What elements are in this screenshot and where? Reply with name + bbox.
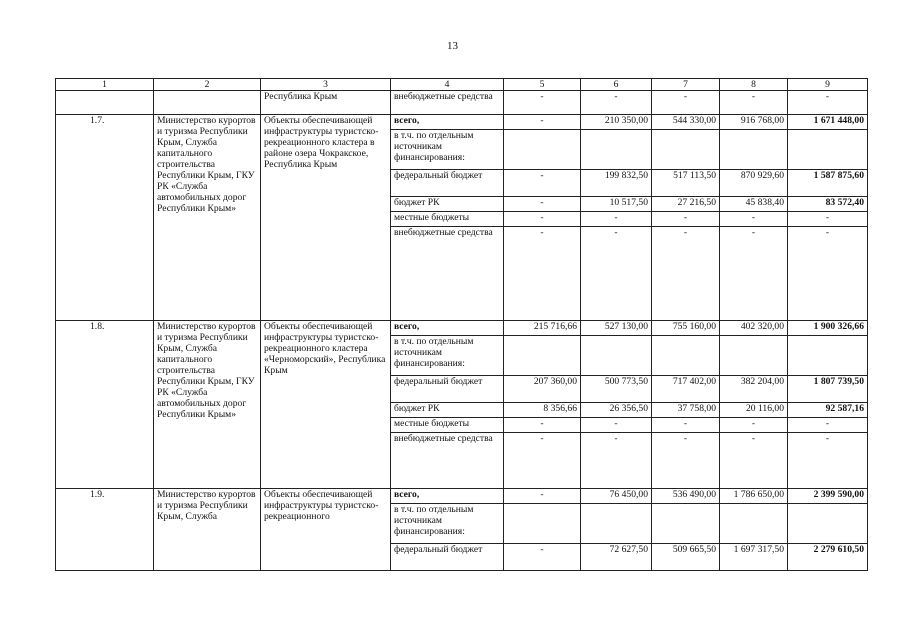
- value-cell: -: [504, 418, 581, 433]
- table-row: [56, 321, 868, 336]
- value-cell: [652, 130, 720, 170]
- value-cell: [720, 130, 788, 170]
- executor-cell: [154, 91, 261, 115]
- value-cell: 199 832,50: [581, 170, 652, 197]
- value-cell: 207 360,00: [504, 376, 581, 403]
- source-label: бюджет РК: [391, 197, 504, 212]
- executor-cell: Министерство курортов и туризма Республики Крым, Служба капитального строительства Республики Крым, ГКУ РК «Служба автомобильных дорог Республики Крым»: [154, 321, 261, 489]
- section-index: 1.8.: [56, 321, 154, 489]
- source-label: внебюджетные средства: [391, 227, 504, 321]
- value-cell: [652, 504, 720, 544]
- value-cell: -: [504, 227, 581, 321]
- value-cell: 26 356,50: [581, 403, 652, 418]
- source-label: федеральный бюджет: [391, 376, 504, 403]
- value-cell: -: [788, 91, 868, 115]
- value-cell: 2 399 590,00: [788, 489, 868, 504]
- page-number: 13: [447, 40, 458, 52]
- header-cell: 4: [391, 79, 504, 91]
- value-cell: -: [504, 544, 581, 571]
- source-label: всего,: [391, 321, 504, 336]
- value-cell: 1 900 326,66: [788, 321, 868, 336]
- value-cell: 72 627,50: [581, 544, 652, 571]
- value-cell: -: [652, 91, 720, 115]
- value-cell: -: [652, 227, 720, 321]
- source-label: всего,: [391, 115, 504, 130]
- source-label: всего,: [391, 489, 504, 504]
- header-cell: 2: [154, 79, 261, 91]
- source-label: в т.ч. по отдельным источникам финансирования:: [391, 130, 504, 170]
- table-row: [56, 489, 868, 504]
- table-row: [56, 115, 868, 130]
- value-cell: [788, 336, 868, 376]
- value-cell: -: [720, 433, 788, 489]
- source-label: в т.ч. по отдельным источникам финансирования:: [391, 336, 504, 376]
- value-cell: 544 330,00: [652, 115, 720, 130]
- value-cell: 215 716,66: [504, 321, 581, 336]
- value-cell: -: [581, 433, 652, 489]
- value-cell: -: [720, 212, 788, 227]
- value-cell: -: [581, 212, 652, 227]
- value-cell: 870 929,60: [720, 170, 788, 197]
- value-cell: 45 838,40: [720, 197, 788, 212]
- value-cell: [581, 336, 652, 376]
- continuation-row: [56, 91, 868, 115]
- value-cell: -: [788, 433, 868, 489]
- source-label: внебюджетные средства: [391, 91, 504, 115]
- value-cell: -: [788, 227, 868, 321]
- header-cell: 3: [261, 79, 391, 91]
- value-cell: -: [504, 115, 581, 130]
- value-cell: 402 320,00: [720, 321, 788, 336]
- value-cell: 2 279 610,50: [788, 544, 868, 571]
- value-cell: [788, 504, 868, 544]
- object-cell: Республика Крым: [261, 91, 391, 115]
- value-cell: 1 587 875,60: [788, 170, 868, 197]
- source-label: федеральный бюджет: [391, 170, 504, 197]
- object-cell: Объекты обеспечивающей инфраструктуры туристско-рекреационного: [261, 489, 391, 571]
- value-cell: -: [788, 418, 868, 433]
- header-row: [56, 79, 868, 91]
- section-index: 1.7.: [56, 115, 154, 321]
- source-label: в т.ч. по отдельным источникам финансирования:: [391, 504, 504, 544]
- value-cell: 517 113,50: [652, 170, 720, 197]
- value-cell: [581, 504, 652, 544]
- value-cell: -: [504, 91, 581, 115]
- value-cell: -: [720, 418, 788, 433]
- value-cell: 76 450,00: [581, 489, 652, 504]
- value-cell: -: [720, 91, 788, 115]
- source-label: внебюджетные средства: [391, 433, 504, 489]
- value-cell: [720, 504, 788, 544]
- header-cell: 1: [56, 79, 154, 91]
- section-index: 1.9.: [56, 489, 154, 571]
- value-cell: 1 807 739,50: [788, 376, 868, 403]
- value-cell: 37 758,00: [652, 403, 720, 418]
- source-label: федеральный бюджет: [391, 544, 504, 571]
- value-cell: -: [504, 212, 581, 227]
- value-cell: -: [652, 433, 720, 489]
- value-cell: 8 356,66: [504, 403, 581, 418]
- value-cell: -: [581, 418, 652, 433]
- value-cell: -: [581, 227, 652, 321]
- value-cell: 1 697 317,50: [720, 544, 788, 571]
- value-cell: 210 350,00: [581, 115, 652, 130]
- value-cell: [504, 130, 581, 170]
- source-label: местные бюджеты: [391, 212, 504, 227]
- value-cell: 527 130,00: [581, 321, 652, 336]
- value-cell: -: [581, 91, 652, 115]
- value-cell: 83 572,40: [788, 197, 868, 212]
- value-cell: [652, 336, 720, 376]
- value-cell: 27 216,50: [652, 197, 720, 212]
- source-label: местные бюджеты: [391, 418, 504, 433]
- index-cell: [56, 91, 154, 115]
- value-cell: -: [504, 197, 581, 212]
- value-cell: -: [504, 433, 581, 489]
- header-cell: 8: [720, 79, 788, 91]
- value-cell: [504, 336, 581, 376]
- value-cell: 20 116,00: [720, 403, 788, 418]
- header-cell: 5: [504, 79, 581, 91]
- value-cell: 755 160,00: [652, 321, 720, 336]
- value-cell: 1 671 448,00: [788, 115, 868, 130]
- budget-table: [55, 78, 868, 571]
- value-cell: [720, 336, 788, 376]
- value-cell: -: [720, 227, 788, 321]
- value-cell: 10 517,50: [581, 197, 652, 212]
- value-cell: 536 490,00: [652, 489, 720, 504]
- value-cell: -: [652, 212, 720, 227]
- value-cell: -: [788, 212, 868, 227]
- header-cell: 9: [788, 79, 868, 91]
- value-cell: 1 786 650,00: [720, 489, 788, 504]
- value-cell: 92 587,16: [788, 403, 868, 418]
- value-cell: 717 402,00: [652, 376, 720, 403]
- object-cell: Объекты обеспечивающей инфраструктуры туристско-рекреационного кластера «Черноморский», Республика Крым: [261, 321, 391, 489]
- value-cell: [788, 130, 868, 170]
- executor-cell: Министерство курортов и туризма Республики Крым, Служба: [154, 489, 261, 571]
- executor-cell: Министерство курортов и туризма Республики Крым, Служба капитального строительства Республики Крым, ГКУ РК «Служба автомобильных дорог Республики Крым»: [154, 115, 261, 321]
- value-cell: -: [504, 489, 581, 504]
- value-cell: 500 773,50: [581, 376, 652, 403]
- value-cell: 382 204,00: [720, 376, 788, 403]
- value-cell: [504, 504, 581, 544]
- value-cell: 916 768,00: [720, 115, 788, 130]
- header-cell: 6: [581, 79, 652, 91]
- header-cell: 7: [652, 79, 720, 91]
- value-cell: 509 665,50: [652, 544, 720, 571]
- value-cell: -: [504, 170, 581, 197]
- value-cell: -: [652, 418, 720, 433]
- value-cell: [581, 130, 652, 170]
- object-cell: Объекты обеспечивающей инфраструктуры туристско-рекреационного кластера в районе озера Чокракское, Республика Крым: [261, 115, 391, 321]
- source-label: бюджет РК: [391, 403, 504, 418]
